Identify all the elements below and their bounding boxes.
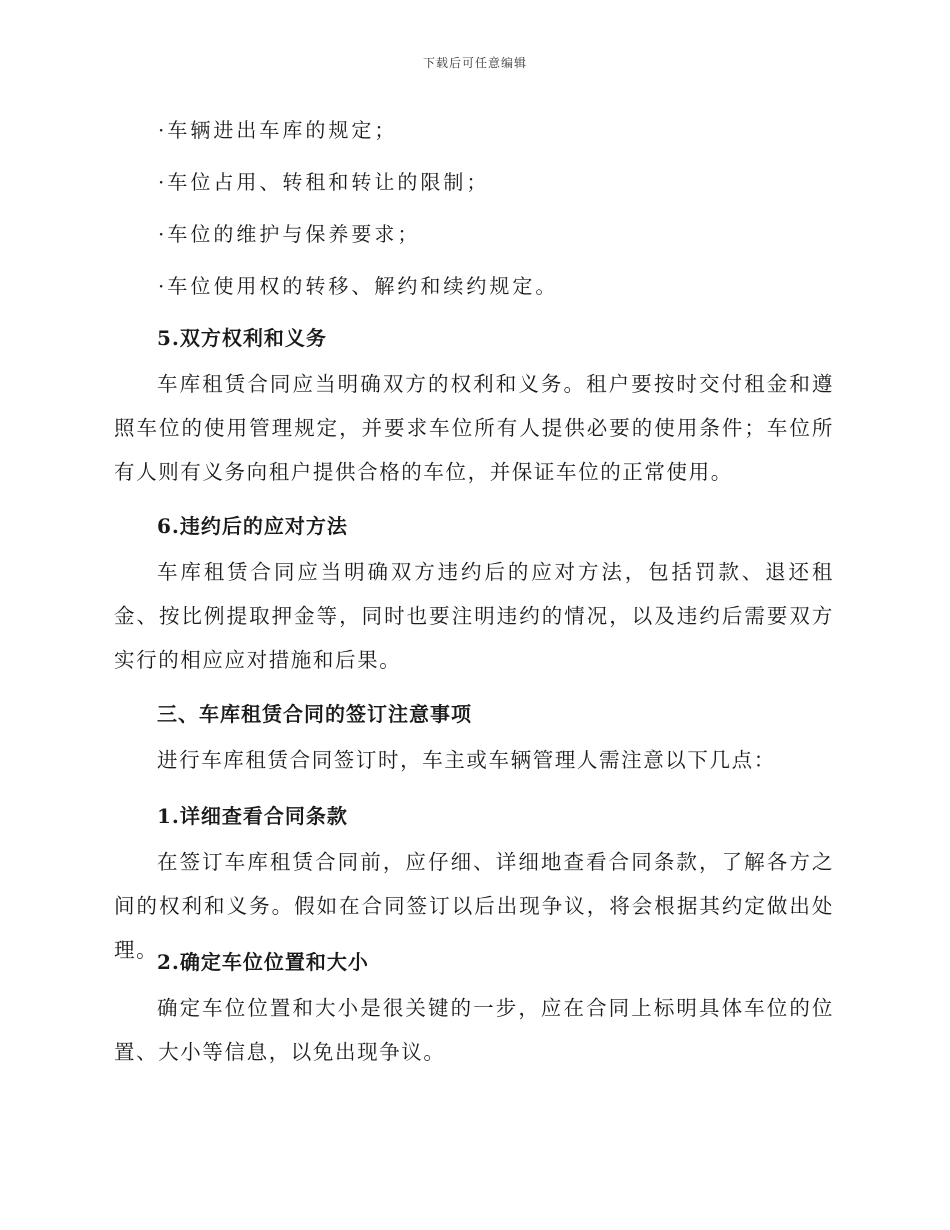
page-header-note: 下载后可任意编辑 xyxy=(422,56,527,70)
subheading-space-location-size: 2.确定车位位置和大小 xyxy=(157,950,369,974)
list-item: ·车位占用、转租和转让的限制； xyxy=(158,170,490,194)
paragraph-rights-obligations: 车库租赁合同应当明确双方的权利和义务。租户要按时交付租金和遵照车位的使用管理规定，并要求车位所有人提供必要的使用条件；车位所有人则有义务向租户提供合格的车位，并保证车位的正常使用。 xyxy=(114,372,834,484)
paragraph-breach-remedies: 车库租赁合同应当明确双方违约后的应对方法，包括罚款、退还租金、按比例提取押金等，同时也要注明违约的情况，以及违约后需要双方实行的相应应对措施和后果。 xyxy=(114,560,834,672)
paragraph-signing-intro: 进行车库租赁合同签订时，车主或车辆管理人需注意以下几点： xyxy=(157,748,776,772)
section-heading-rights-obligations: 5.双方权利和义务 xyxy=(157,326,327,350)
subheading-review-terms: 1.详细查看合同条款 xyxy=(157,804,348,828)
list-item: ·车辆进出车库的规定； xyxy=(158,118,398,142)
list-item: ·车位的维护与保养要求； xyxy=(158,222,421,246)
section-heading-breach-remedies: 6.违约后的应对方法 xyxy=(157,514,348,538)
section-heading-signing-notes: 三、车库租赁合同的签订注意事项 xyxy=(157,702,472,726)
list-item: ·车位使用权的转移、解约和续约规定。 xyxy=(158,274,559,298)
paragraph-space-location-size: 确定车位位置和大小是很关键的一步，应在合同上标明具体车位的位置、大小等信息，以免出现争议。 xyxy=(114,996,834,1064)
paragraph-review-terms: 在签订车库租赁合同前，应仔细、详细地查看合同条款，了解各方之间的权利和义务。假如在合同签订以后出现争议，将会根据其约定做出处理。 xyxy=(114,850,834,962)
